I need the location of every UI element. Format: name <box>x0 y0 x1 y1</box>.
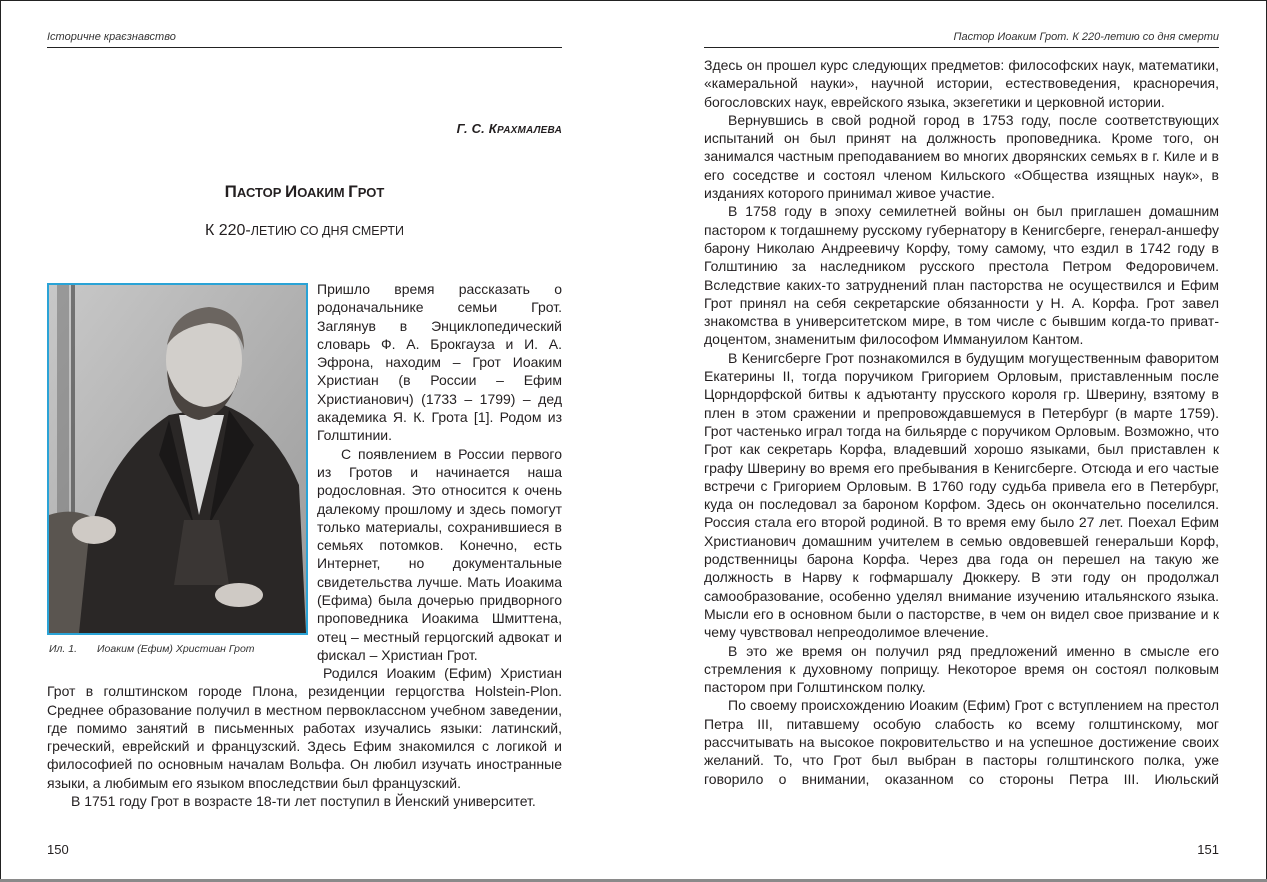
paragraph: В 1751 году Грот в возрасте 18-ти лет поступил в Йенский университет. <box>71 793 536 810</box>
paragraph: Здесь он прошел курс следующих предметов: философских наук, математики, «камеральной науки», научной истории, естествоведения, красноречия, богословских наук, еврейского языка, экзегетики и церковной истории. <box>704 57 1219 110</box>
caption-text: Иоаким (Ефим) Христиан Грот <box>97 643 255 655</box>
right-page <box>704 0 1219 878</box>
subtitle-rest: ЛЕТИЮ СО ДНЯ СМЕРТИ <box>250 224 405 238</box>
title-part: Г <box>348 182 358 201</box>
article-subtitle <box>47 222 562 240</box>
caption-number: Ил. 1. <box>49 643 78 655</box>
paragraph: Вернувшись в свой родной город в 1753 году, после соответствующих испытаний он был принят на должность проповедника. Кроме того, он занимался частным преподаванием во многих дворянских семьях в г. Киле и в его соседстве и состоял членом Кильского «Общества изящных наук», в изданиях которого принимал живое участие. <box>704 111 1219 202</box>
title-part: РОТ <box>357 185 385 200</box>
subtitle-lead: К 220- <box>204 222 251 239</box>
full-width-text <box>47 664 562 810</box>
title-part: АСТОР <box>236 185 286 200</box>
title-part: И <box>285 182 298 201</box>
author-name <box>457 121 562 136</box>
author-initials: Г. С. К <box>456 121 497 136</box>
running-head-right: Пастор Иоаким Грот. К 220-летию со дня смерти <box>704 31 1219 48</box>
paragraph: По своему происхождению Иоаким (Ефим) Грот с вступлением на престол Петра III, питавшему особую слабость ко всему голштинскому, мог рассчитывать на высокое покровительство и на успешное достижение своих желаний. То, что Грот был выбран в пасторы голштинского полка, уже говорило о внимании, оказанном со стороны Петра III. Июльский <box>704 697 1219 787</box>
figure-caption <box>49 643 255 655</box>
paragraph: В Кенигсберге Грот познакомился в будущим могущественным фаворитом Екатерины II, тогда поручиком Григорием Орловым, приставленным после Цорндорфской битвы к адъютанту прусского короля гр. Шверину, взятому в плен в этом сражении и препровождавшемуся в Петербург (в марте 1759). Грот частенько играл тогда на бильярде с поручиком Орловым. Возможно, что Грот как секретарь Корфа, владевший хорошо языками, был приставлен к графу Шверину во время его пребывания в Кенигсберге. Отсюда и его частые встречи с Григорием Орловым. В 1760 году судьба привела его в Петербург, куда он последовал за бароном Корфом. Здесь он окончательно поселился. Россия стала его второй родиной. В то время ему было 27 лет. Поехал Ефим Христианович домашним учителем в семью овдовевшей генеральши Корф, родственницы барона Корфа. Через два года он перешел на такую же должность в Нарву к гофмаршалу Дюккеру. В эти году он продолжал самообразование, особенно уделял внимание изучению итальянского языка. Мысли его в основном были о пасторстве, в чем он видел свое призвание и к чему чувствовал непреодолимое влечение. <box>704 349 1219 641</box>
portrait-figure <box>47 283 308 635</box>
page-number-right: 151 <box>1197 842 1219 857</box>
title-part: ОАКИМ <box>297 185 349 200</box>
paragraph: В 1758 году в эпоху семилетней войны он был приглашен домашним пастором к тогдашнему русскому губернатору в Кенигсберге, генерал-аншефу барону Николаю Андреевичу Корфу, тому самому, что ездил в 1742 году в Голштинию за наследником русского престола Петром Федоровичем. Вследствие каких-то затруднений план пасторства не осуществился и Ефим Грот принял на себя секретарские обязанности у Н. А. Корфа. Грот завел знакомства в университетском мире, в том числе с бывшим когда-то приват-доцентом, знаменитым философом Иммануилом Кантом. <box>704 203 1219 348</box>
title-part: П <box>224 182 237 201</box>
paragraph: Родился Иоаким (Ефим) Христиан Грот в голштинском городе Плона, резиденции герцогства Holstein-Plon. Среднее образование получил в местном первоклассном учебном заведении, где помимо занятий в письменных работах изучались языки: латинский, греческий, еврейский и французский. Здесь Ефим знакомился с логикой и философией по основным началам Вольфа. Он любил изучать иностранные языки, а любимым его языком впоследствии был французский. <box>47 665 562 791</box>
left-page <box>47 0 562 878</box>
portrait-photo-icon <box>49 285 306 633</box>
article-title <box>47 182 562 202</box>
paragraph: Пришло время рассказать о родоначальнике семьи Грот. Заглянув в Энциклопедический словарь Ф. А. Брокгауза и И. А. Эфрона, находим – Грот Иоаким Христиан (в России – Ефим Христианович) (1733 – 1799) – дед академика Я. К. Грота [1]. Родом из Голштинии. <box>317 281 562 444</box>
page-number-left: 150 <box>47 842 69 857</box>
paragraph: С появлением в России первого из Гротов и начинается наша родословная. Это относится к очень далекому прошлому и здесь помогут только материалы, сохранившиеся в семьях потомков. Конечно, есть Интернет, но документальные свидетельства лучше. Мать Иоакима (Ефима) была дочерью придворного проповедника Иоакима Шмиттена, отец – местный герцогский адвокат и фискал – Христиан Грот. <box>317 445 562 663</box>
side-text-column <box>317 280 562 664</box>
paragraph: В это же время он получил ряд предложений именно в смысле его стремления к духовному поприщу. Некоторое время он состоял полковым пастором при Голштинском полку. <box>704 642 1219 696</box>
body-text <box>704 56 1219 788</box>
author-surname: РАХМАЛЕВА <box>496 125 562 136</box>
running-head-left: Історичне краєзнавство <box>47 31 562 48</box>
